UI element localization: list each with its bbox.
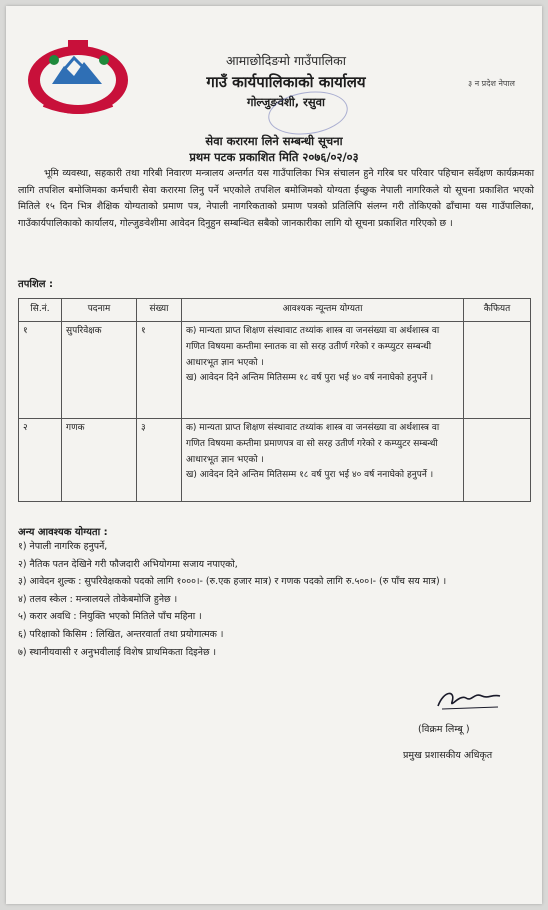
office-location: गोल्जुङवेशी, रसुवा <box>246 95 325 109</box>
row-sn: २ <box>19 419 62 502</box>
qualification-a: क) मान्यता प्राप्त शिक्षण संस्थावाट तथ्यांक शास्त्र वा जनसंख्या वा अर्थशास्त्र वा गणित विषयमा कम्तीमा स्नातक वा सो सरह उतीर्ण गरेको र कम्प्युटर सम्बन्धी आधारभूत ज्ञान भएको । <box>186 326 440 368</box>
header-qualification: आवश्यक न्यून्तम योग्यता <box>182 299 464 322</box>
notice-intro: भूमि व्यवस्था, सहकारी तथा गरिबी निवारण मन्त्रालय अन्तर्गत यस गाउँपालिका भित्र संचालन हुने गरिब घर परिवार पहिचान सर्वेक्षण कार्यक्रमका लागि तपशिल बमोजिमका कर्मचारी सेवा करारमा लिनु पर्ने भएकोले तपशिल बमोजिमको योग्यता ईच्छुक नेपाली नागरिकले यो सूचना प्रकाशित भएको मितिले १५ दिन भित्र शैक्षिक योग्यताको प्रमाण पत्र, नेपाली नागरिकताको प्रमाण पत्रको प्रतिलिपि संलग्न गरी तोकिएको ढाँचामा यस गाउँपालिका, गाउँकार्यपालिकाको कार्यालय, गोल्जुङवेशीमा आवेदन दिनुहुन सम्बन्धित सबैको जानकारीका लागि यो सूचना प्रकाशित गरिएको छ । <box>18 168 534 229</box>
tapasil-label: तपशिल : <box>18 279 54 290</box>
row-post: गणक <box>62 419 137 502</box>
list-item: ३) आवेदन शुल्क : सुपरिवेक्षकको पदको लागि १०००।- (रु.एक हजार मात्र) र गणक पदको लागि रु.५००।- (रु पाँच सय मात्र) । <box>18 576 447 588</box>
header-count: संख्या <box>137 299 182 322</box>
other-requirements-heading: अन्य आवश्यक योग्यता : <box>18 527 108 538</box>
table-row <box>19 419 531 502</box>
row-post: सुपरिवेक्षक <box>62 322 137 419</box>
header-remark: कैफियत <box>464 299 531 322</box>
row-count: ३ <box>137 419 182 502</box>
qualification-a: क) मान्यता प्राप्त शिक्षण संस्थावाट तथ्यांक शास्त्र वा जनसंख्या वा अर्थशास्त्र वा गणित विषयमा कम्तीमा प्रमाणपत्र वा सो सरह उतीर्ण गरेको र कम्प्युटर सम्बन्धी आधारभूत ज्ञान भएको । <box>186 423 440 465</box>
notice-title: सेवा करारमा लिने सम्बन्धी सूचना <box>205 134 343 148</box>
row-qualification <box>182 419 464 502</box>
list-item: ७) स्थानीयवासी र अनुभवीलाई विशेष प्राथमिकता दिइनेछ । <box>18 646 217 658</box>
header-post: पदनाम <box>62 299 137 322</box>
notice-subtitle: प्रथम पटक प्रकाशित मिति २०७६/०२/०३ <box>189 150 359 164</box>
signatory-title: प्रमुख प्रशासकीय अधिकृत <box>403 750 493 761</box>
header-sn: सि.नं. <box>19 299 62 322</box>
vacancy-table <box>18 298 531 502</box>
qualification-b: ख) आवेदन दिने अन्तिम मितिसम्म १८ वर्ष पुरा भई ४० वर्ष ननाघेको हनुपर्ने । <box>186 470 434 481</box>
row-remark <box>464 322 531 419</box>
row-sn: १ <box>19 322 62 419</box>
qualification-b: ख) आवेदन दिने अन्तिम मितिसम्म १८ वर्ष पुरा भई ४० वर्ष ननाघेको हनुपर्ने । <box>186 373 434 384</box>
list-item: २) नैतिक पतन देखिने गरी फौजदारी अभियोगमा सजाय नपाएको, <box>18 558 238 570</box>
signatory-name: (विक्रम लिम्बू ) <box>418 724 470 735</box>
other-requirements-list <box>18 538 534 661</box>
list-item: १) नेपाली नागरिक हनुपर्ने, <box>18 541 108 552</box>
table-row <box>19 322 531 419</box>
list-item: ६) परिक्षाको किसिम : लिखित, अन्तरवार्ता तथा प्रयोगात्मक । <box>18 628 224 640</box>
notice-page <box>6 6 542 904</box>
office-name: गाउँ कार्यपालिकाको कार्यालय <box>206 73 366 91</box>
table-header-row <box>19 299 531 322</box>
list-item: ५) करार अवधि : नियुक्ति भएको मितिले पाँच महिना । <box>18 611 202 623</box>
handwritten-signature <box>434 684 506 714</box>
province-label: ३ न प्रदेश नेपाल <box>468 79 515 88</box>
row-count: १ <box>137 322 182 419</box>
row-remark <box>464 419 531 502</box>
municipality-logo-icon <box>24 36 132 118</box>
row-qualification <box>182 322 464 419</box>
municipality-name: आमाछोदिङमो गाउँपालिका <box>225 53 347 68</box>
list-item: ४) तलव स्केल : मन्त्रालयले तोकेबमोजि हुनेछ । <box>18 593 178 605</box>
